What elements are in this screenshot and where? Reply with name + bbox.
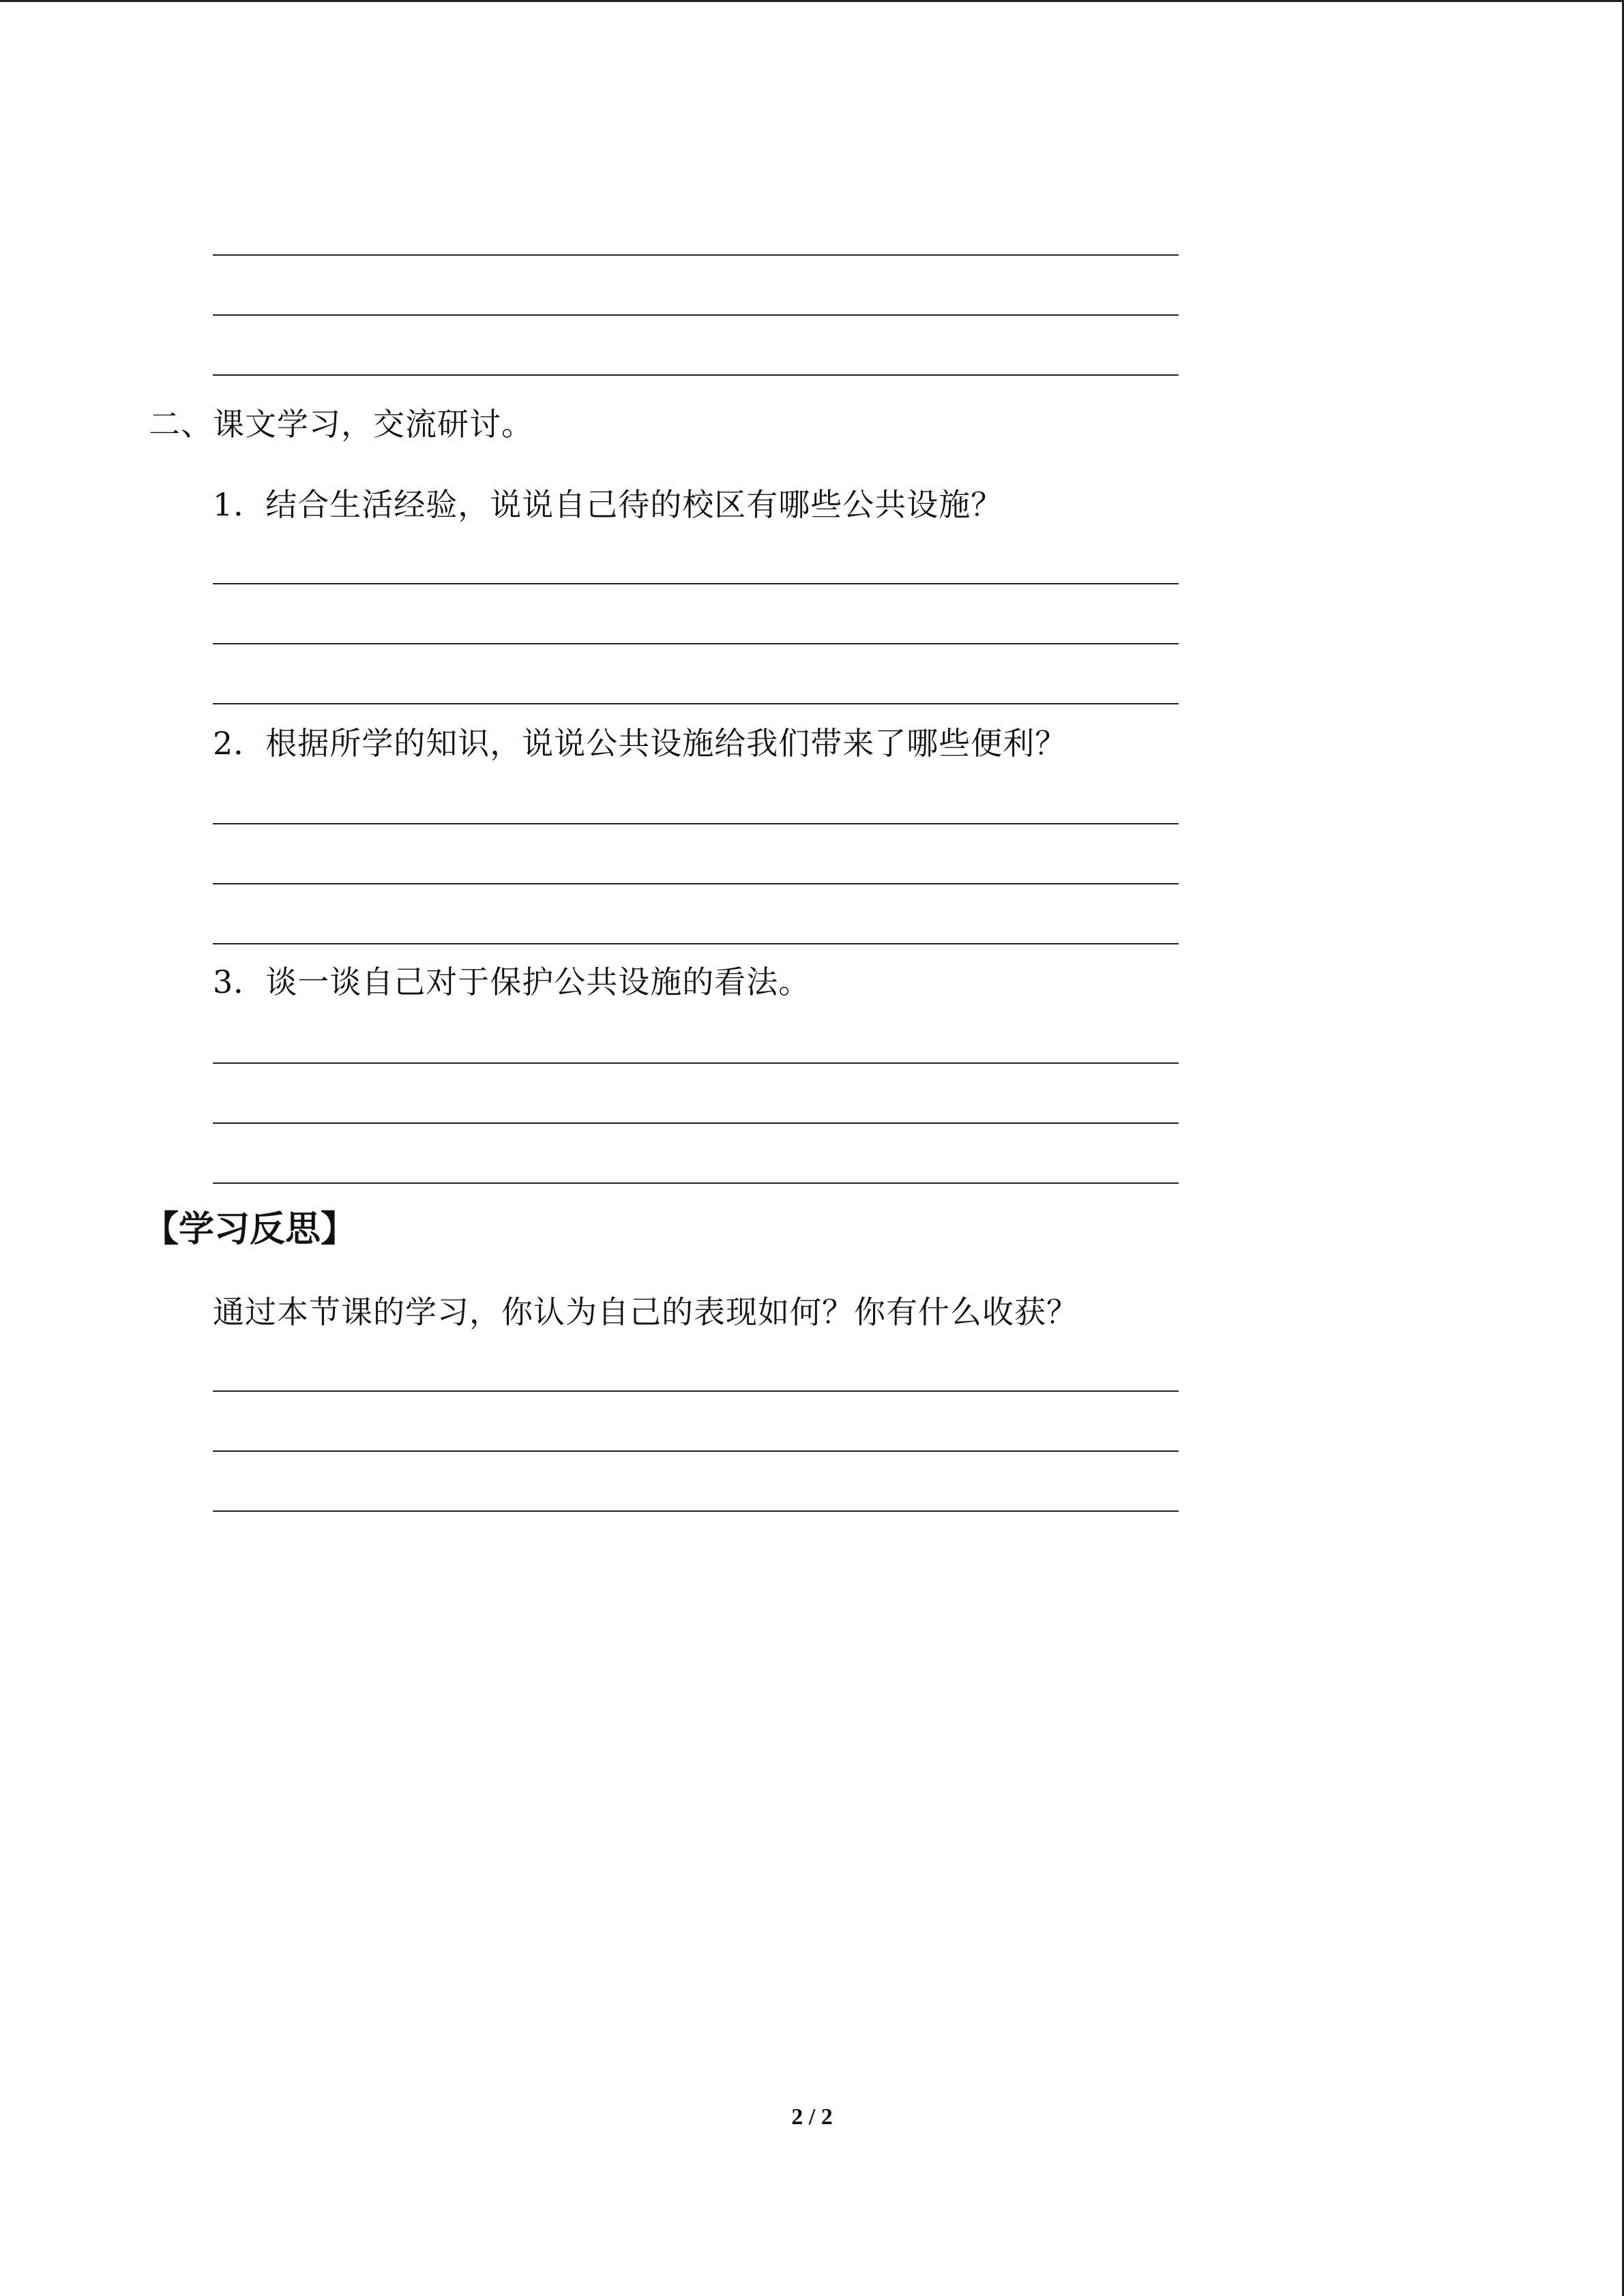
answer-line	[213, 314, 1179, 316]
section-heading: 二、课文学习，交流研讨。	[149, 406, 533, 443]
answer-line	[213, 643, 1179, 644]
reflection-prompt: 通过本节课的学习，你认为自己的表现如何？你有什么收获？	[213, 1294, 1078, 1330]
page-border-top	[0, 0, 1624, 2]
answer-line	[213, 1182, 1179, 1184]
answer-line	[213, 1510, 1179, 1512]
answer-line	[213, 883, 1179, 884]
answer-line	[213, 1390, 1179, 1392]
answer-line	[213, 943, 1179, 944]
answer-line	[213, 823, 1179, 824]
reflection-title: 【学习反思】	[143, 1209, 357, 1250]
question-3: 3．谈一谈自己对于保护公共设施的看法。	[213, 964, 811, 1000]
question-2: 2．根据所学的知识，说说公共设施给我们带来了哪些便利？	[213, 725, 1067, 762]
page-number: 2 / 2	[791, 2104, 833, 2130]
question-1: 1．结合生活经验，说说自己待的校区有哪些公共设施？	[213, 486, 1003, 523]
answer-line	[213, 583, 1179, 584]
answer-line	[213, 374, 1179, 376]
answer-line	[213, 1062, 1179, 1064]
answer-line	[213, 1450, 1179, 1452]
answer-line	[213, 254, 1179, 256]
answer-line	[213, 703, 1179, 704]
answer-line	[213, 1122, 1179, 1124]
